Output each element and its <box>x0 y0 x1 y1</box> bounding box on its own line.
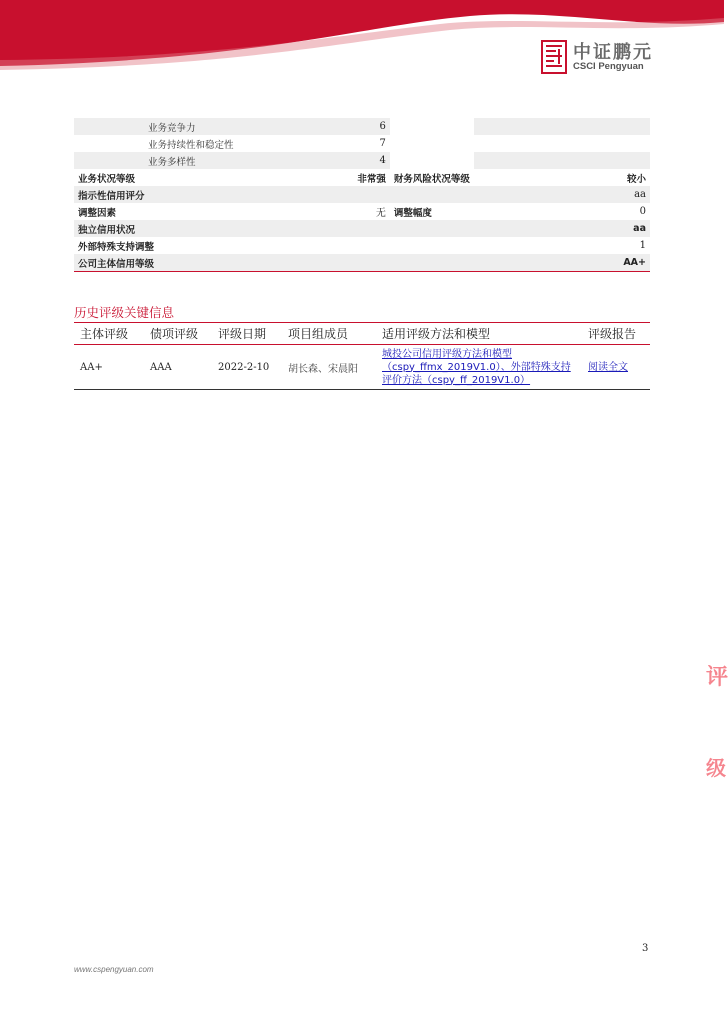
report-cell <box>582 345 650 390</box>
footer-url: www.cspengyuan.com <box>74 965 154 974</box>
sub-factor-label: 业务竞争力 <box>74 118 353 135</box>
sub-factor-value: 6 <box>353 118 390 135</box>
column-header: 主体评级 <box>74 323 144 345</box>
read-report-link[interactable]: 阅读全文 <box>588 361 628 373</box>
seal-logo-icon <box>541 40 567 74</box>
column-header: 评级日期 <box>212 323 282 345</box>
rating-row <box>74 220 650 237</box>
table-row <box>74 345 650 390</box>
column-header: 项目组成员 <box>282 323 376 345</box>
logo-chinese-text: 中证鹏元 <box>573 42 653 63</box>
sub-factor-value: 4 <box>353 152 390 169</box>
right-label: 财务风险状况等级 <box>393 173 470 185</box>
row-value <box>353 254 390 272</box>
rating-date: 2022-2-10 <box>212 345 282 390</box>
seal-stamp: 级 <box>706 756 726 780</box>
right-label <box>390 237 474 254</box>
rating-sub-row <box>74 118 650 135</box>
sub-factor-label: 业务多样性 <box>74 152 353 169</box>
table-header-row <box>74 323 650 345</box>
rating-history-table <box>74 322 650 390</box>
rating-table <box>74 118 650 272</box>
page-number: 3 <box>642 943 649 954</box>
row-label: 独立信用状况 <box>74 220 353 237</box>
row-label: 外部特殊支持调整 <box>78 241 155 253</box>
right-label: 调整幅度 <box>393 207 432 219</box>
column-header: 适用评级方法和模型 <box>376 323 582 345</box>
method-link[interactable]: 城投公司信用评级方法和模型（cspy_ffmx_2019V1.0）、外部特殊支持评价方法（cspy_ff_2019V1.0） <box>382 348 571 386</box>
column-header: 债项评级 <box>144 323 212 345</box>
rating-row <box>74 203 650 220</box>
row-label: 业务状况等级 <box>78 173 136 185</box>
column-header: 评级报告 <box>582 323 650 345</box>
rating-row <box>74 186 650 203</box>
rating-row <box>74 169 650 186</box>
right-value: 较小 <box>626 173 646 185</box>
right-value: aa <box>474 220 650 237</box>
logo-english-text: CSCI Pengyuan <box>573 61 644 72</box>
right-value: 1 <box>639 240 646 251</box>
team-members: 胡长森、宋晨阳 <box>282 345 376 390</box>
row-value <box>353 186 390 203</box>
right-value: AA+ <box>474 254 650 272</box>
row-label: 调整因素 <box>78 207 117 219</box>
row-value: 无 <box>375 208 386 219</box>
rating-sub-row <box>74 135 650 152</box>
seal-stamp: 评 <box>706 665 728 690</box>
sub-factor-value: 7 <box>379 138 386 149</box>
right-value: aa <box>474 186 650 203</box>
section-title: 历史评级关键信息 <box>74 305 175 320</box>
right-label <box>390 186 474 203</box>
rating-row <box>74 237 650 254</box>
row-value <box>353 220 390 237</box>
right-label <box>390 254 474 272</box>
rating-row <box>74 254 650 272</box>
row-value <box>353 237 390 254</box>
row-label: 指示性信用评分 <box>74 186 353 203</box>
bond-rating: AAA <box>144 345 212 390</box>
method-cell <box>376 345 582 390</box>
right-label <box>390 220 474 237</box>
issuer-rating: AA+ <box>74 345 144 390</box>
rating-sub-row <box>74 152 650 169</box>
company-logo <box>541 40 651 76</box>
row-value: 非常强 <box>357 173 386 185</box>
right-value: 0 <box>639 206 646 217</box>
row-label: 公司主体信用等级 <box>74 254 353 272</box>
sub-factor-label: 业务持续性和稳定性 <box>148 139 234 151</box>
